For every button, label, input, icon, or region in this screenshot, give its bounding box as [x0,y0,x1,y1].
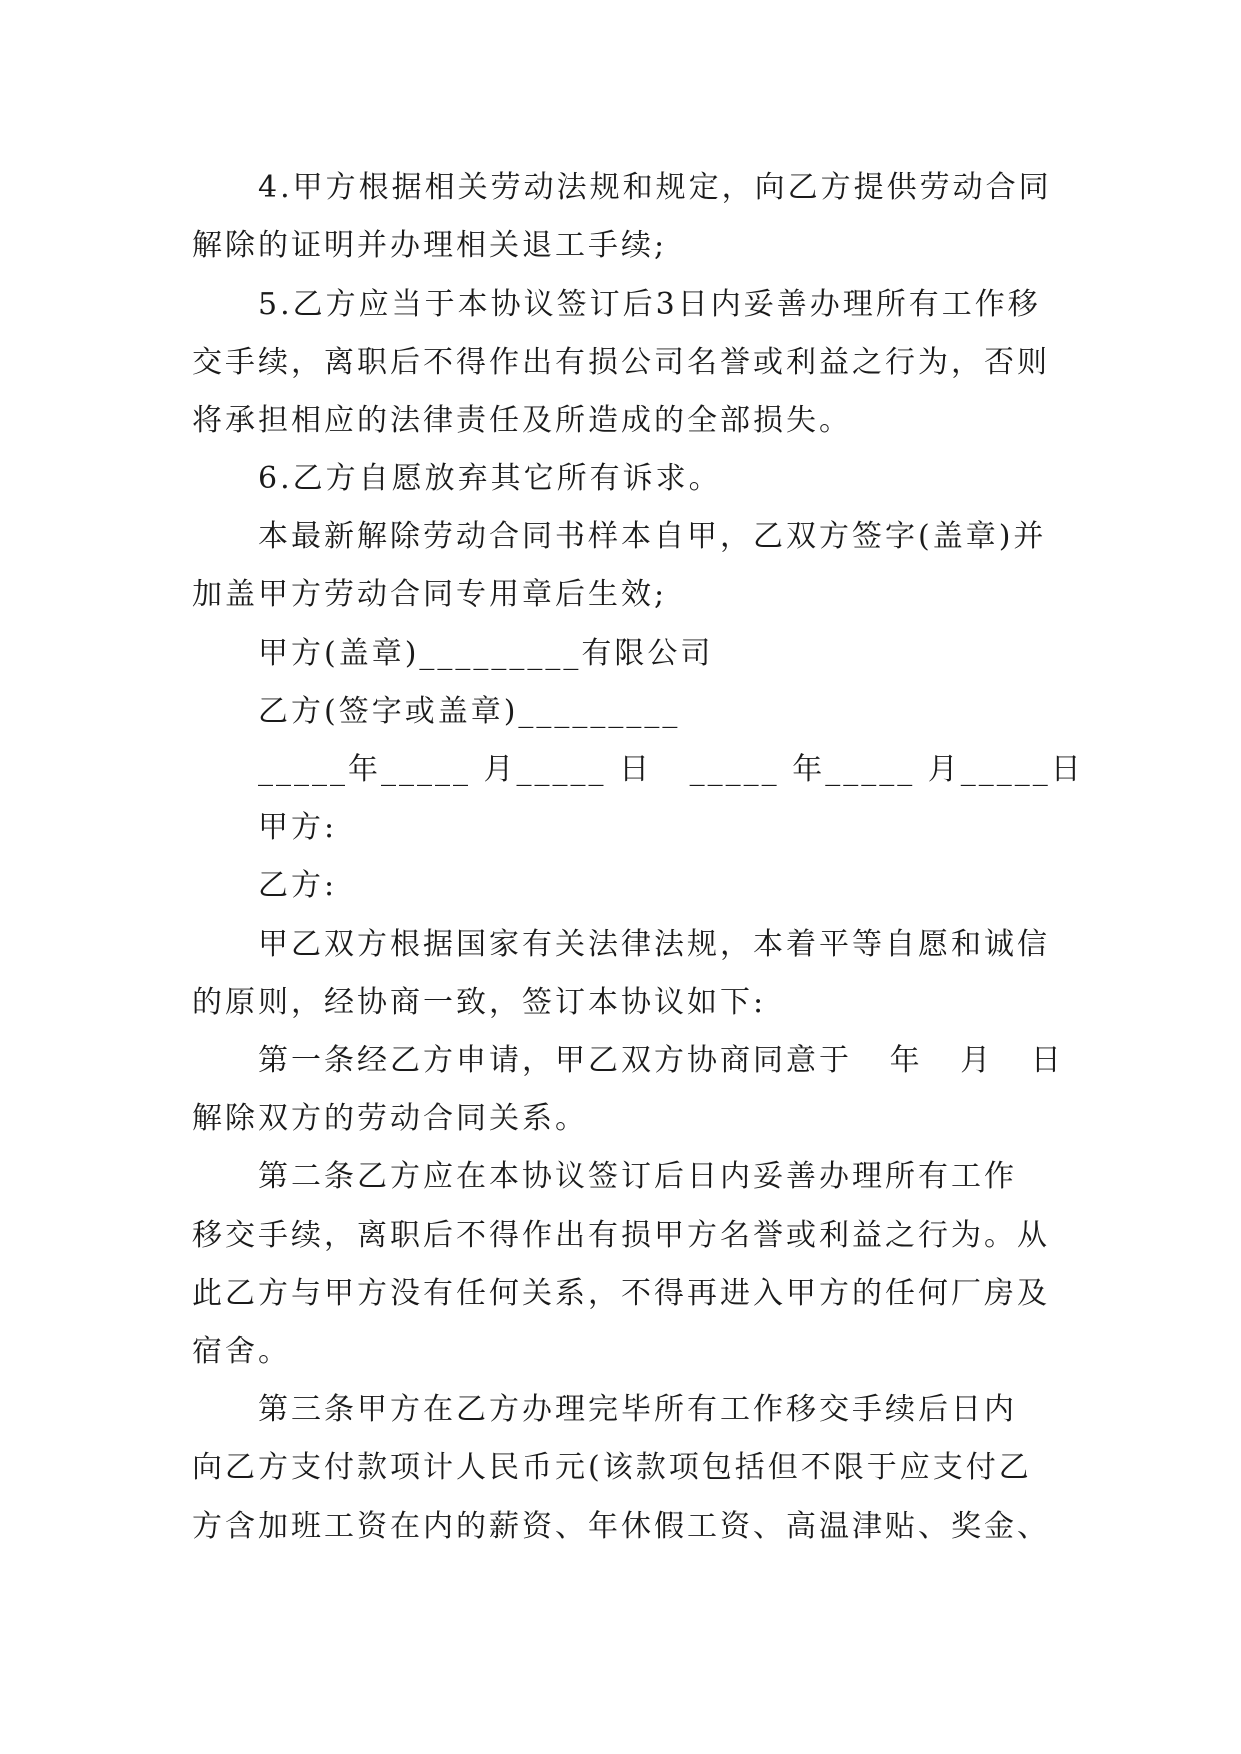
article-1-line: 解除双方的劳动合同关系。 [192,1101,588,1136]
paragraph-line: 6.乙方自愿放弃其它所有诉求。 [258,461,722,496]
article-3-line: 方含加班工资在内的薪资、年休假工资、高温津贴、奖金、 [192,1509,1050,1544]
signature-line-party-a: 甲方(盖章)_________有限公司 [258,636,714,671]
party-b-label: 乙方: [258,868,338,903]
article-2-line: 宿舍。 [192,1334,291,1369]
paragraph-line: 5.乙方应当于本协议签订后3日内妥善办理所有工作移 [258,287,1041,322]
paragraph-line: 加盖甲方劳动合同专用章后生效; [192,577,668,612]
paragraph-line: 4.甲方根据相关劳动法规和规定，向乙方提供劳动合同 [258,170,1052,205]
article-1-line: 第一条经乙方申请，甲乙双方协商同意于 年 月 日 [258,1043,1064,1078]
paragraph-line: 的原则，经协商一致，签订本协议如下: [192,985,767,1020]
article-3-line: 向乙方支付款项计人民币元(该款项包括但不限于应支付乙 [192,1450,1032,1485]
paragraph-line: 本最新解除劳动合同书样本自甲，乙双方签字(盖章)并 [258,519,1047,554]
article-2-line: 第二条乙方应在本协议签订后日内妥善办理所有工作 [258,1159,1017,1194]
article-2-line: 此乙方与甲方没有任何关系，不得再进入甲方的任何厂房及 [192,1276,1050,1311]
paragraph-line: 解除的证明并办理相关退工手续; [192,228,668,263]
date-line: _____年_____ 月_____ 日 _____ 年_____ 月_____日 [258,752,1084,787]
article-2-line: 移交手续，离职后不得作出有损甲方名誉或利益之行为。从 [192,1218,1050,1253]
paragraph-line: 交手续，离职后不得作出有损公司名誉或利益之行为，否则 [192,345,1050,380]
party-a-label: 甲方: [258,810,338,845]
paragraph-line: 将承担相应的法律责任及所造成的全部损失。 [192,403,852,438]
signature-line-party-b: 乙方(签字或盖章)_________ [258,694,681,729]
article-3-line: 第三条甲方在乙方办理完毕所有工作移交手续后日内 [258,1392,1017,1427]
paragraph-line: 甲乙双方根据国家有关法律法规，本着平等自愿和诚信 [258,927,1050,962]
